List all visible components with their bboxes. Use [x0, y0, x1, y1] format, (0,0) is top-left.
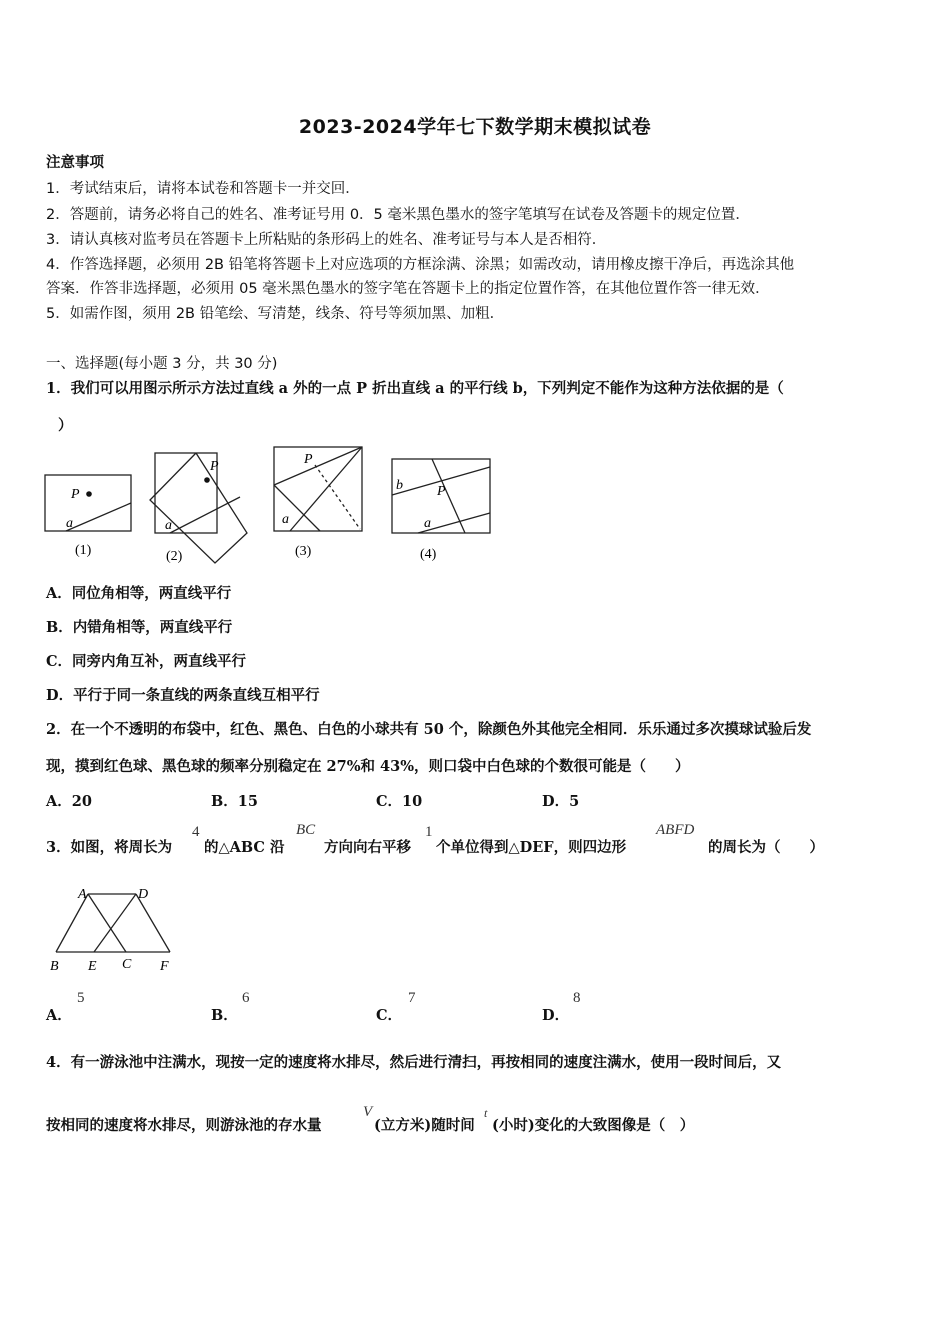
- q2-stem: 2．在一个不透明的布袋中，红色、黑色、白色的小球共有 50 个，除颜色外其他完全相同．乐乐通过多次摸球试验后发: [46, 721, 812, 738]
- q3-figure: [44, 884, 184, 976]
- q2-option-b[interactable]: B．15: [211, 793, 258, 810]
- label-vertex-e: E: [88, 959, 97, 974]
- page-title: 2023-2024学年七下数学期末模拟试卷: [298, 116, 652, 138]
- q3-stem: 的△ABC 沿: [204, 839, 285, 856]
- q4-stem: 4．有一游泳池中注满水，现按一定的速度将水排尽，然后进行清扫，再按相同的速度注满水，使用一段时间后，又: [46, 1054, 782, 1071]
- point-p-dot: [86, 491, 92, 497]
- label-p: P: [437, 484, 446, 499]
- q3-option-c[interactable]: C．: [376, 1007, 403, 1024]
- q4-stem: 按相同的速度将水排尽，则游泳池的存水量: [46, 1117, 322, 1134]
- notice-item: 4．作答选择题，必须用 2B 铅笔将答题卡上对应选项的方框涂满、涂黑；如需改动，请用橡皮擦干净后，再选涂其他: [46, 257, 795, 273]
- label-vertex-a: A: [78, 887, 87, 902]
- q3-option-b-value: 6: [242, 990, 250, 1006]
- q1-option-b[interactable]: B．内错角相等，两直线平行: [46, 619, 233, 636]
- label-p: P: [71, 487, 80, 502]
- label-vertex-b: B: [50, 959, 59, 974]
- q1-option-a[interactable]: A．同位角相等，两直线平行: [46, 585, 232, 602]
- q4-stem: (立方米)随时间: [374, 1117, 475, 1134]
- label-a: a: [165, 518, 172, 533]
- q1-option-d[interactable]: D．平行于同一条直线的两条直线互相平行: [46, 687, 320, 704]
- q3-option-c-value: 7: [408, 990, 416, 1006]
- notice-item: 答案．作答非选择题，必须用 05 毫米黑色墨水的签字笔在答题卡上的指定位置作答，在其他位置作答一律无效．: [46, 281, 770, 297]
- q3-option-b[interactable]: B．: [211, 1007, 238, 1024]
- notice-item: 1．考试结束后，请将本试卷和答题卡一并交回．: [46, 181, 360, 197]
- q1-stem: 1．我们可以用图示所示方法过直线 a 外的一点 P 折出直线 a 的平行线 b，下列判定不能作为这种方法依据的是（: [46, 380, 784, 397]
- notice-heading: 注意事项: [46, 155, 104, 171]
- q2-option-d[interactable]: D．5: [542, 793, 580, 810]
- label-a: a: [66, 516, 73, 531]
- label-p: P: [304, 452, 313, 467]
- q2-option-a[interactable]: A．20: [46, 793, 92, 810]
- q3-option-d[interactable]: D．: [542, 1007, 570, 1024]
- notice-item: 2．答题前，请务必将自己的姓名、准考证号用 0．5 毫米黑色墨水的签字笔填写在试卷及答题卡的规定位置．: [46, 207, 750, 223]
- notice-item: 3．请认真核对监考员在答题卡上所粘贴的条形码上的姓名、准考证号与本人是否相符．: [46, 232, 607, 248]
- label-a: a: [282, 512, 289, 527]
- label-a: a: [424, 516, 431, 531]
- figure-caption: (4): [420, 547, 437, 562]
- q3-stem: 方向向右平移: [324, 839, 411, 856]
- q1-figures: [40, 445, 510, 575]
- point-p-dot: [204, 477, 210, 483]
- q4-variable-v: V: [363, 1104, 373, 1120]
- figure-caption: (1): [75, 543, 92, 558]
- label-b: b: [396, 478, 403, 493]
- q3-stem: 的周长为（ ）: [708, 839, 824, 856]
- q1-option-c[interactable]: C．同旁内角互补，两直线平行: [46, 653, 247, 670]
- section-heading: 一、选择题(每小题 3 分，共 30 分): [46, 356, 278, 372]
- label-vertex-d: D: [138, 887, 149, 902]
- figure-caption: (2): [166, 549, 183, 564]
- label-vertex-f: F: [160, 959, 169, 974]
- q3-perimeter-value: 4: [192, 824, 200, 840]
- figure-caption: (3): [295, 544, 312, 559]
- q2-stem: 现，摸到红色球、黑色球的频率分别稳定在 27%和 43%，则口袋中白色球的个数很可能是（ ）: [46, 758, 690, 775]
- q3-option-a-value: 5: [77, 990, 85, 1006]
- q3-direction-value: BC: [296, 822, 316, 838]
- q4-variable-t: t: [484, 1106, 488, 1120]
- q3-option-a[interactable]: A．: [46, 1007, 72, 1024]
- label-vertex-c: C: [122, 957, 132, 972]
- q4-stem: (小时)变化的大致图像是（ ）: [492, 1117, 695, 1134]
- notice-item: 5．如需作图，须用 2B 铅笔绘、写清楚，线条、符号等须加黑、加粗．: [46, 306, 505, 322]
- label-p: P: [210, 459, 219, 474]
- q3-stem: 3．如图，将周长为: [46, 839, 173, 856]
- q2-option-c[interactable]: C．10: [376, 793, 423, 810]
- q3-option-d-value: 8: [573, 990, 581, 1006]
- q1-stem-end: ）: [58, 417, 73, 434]
- q3-stem: 个单位得到△DEF，则四边形: [436, 839, 627, 856]
- q3-quadrilateral-name: ABFD: [656, 822, 695, 838]
- q3-shift-value: 1: [425, 824, 433, 840]
